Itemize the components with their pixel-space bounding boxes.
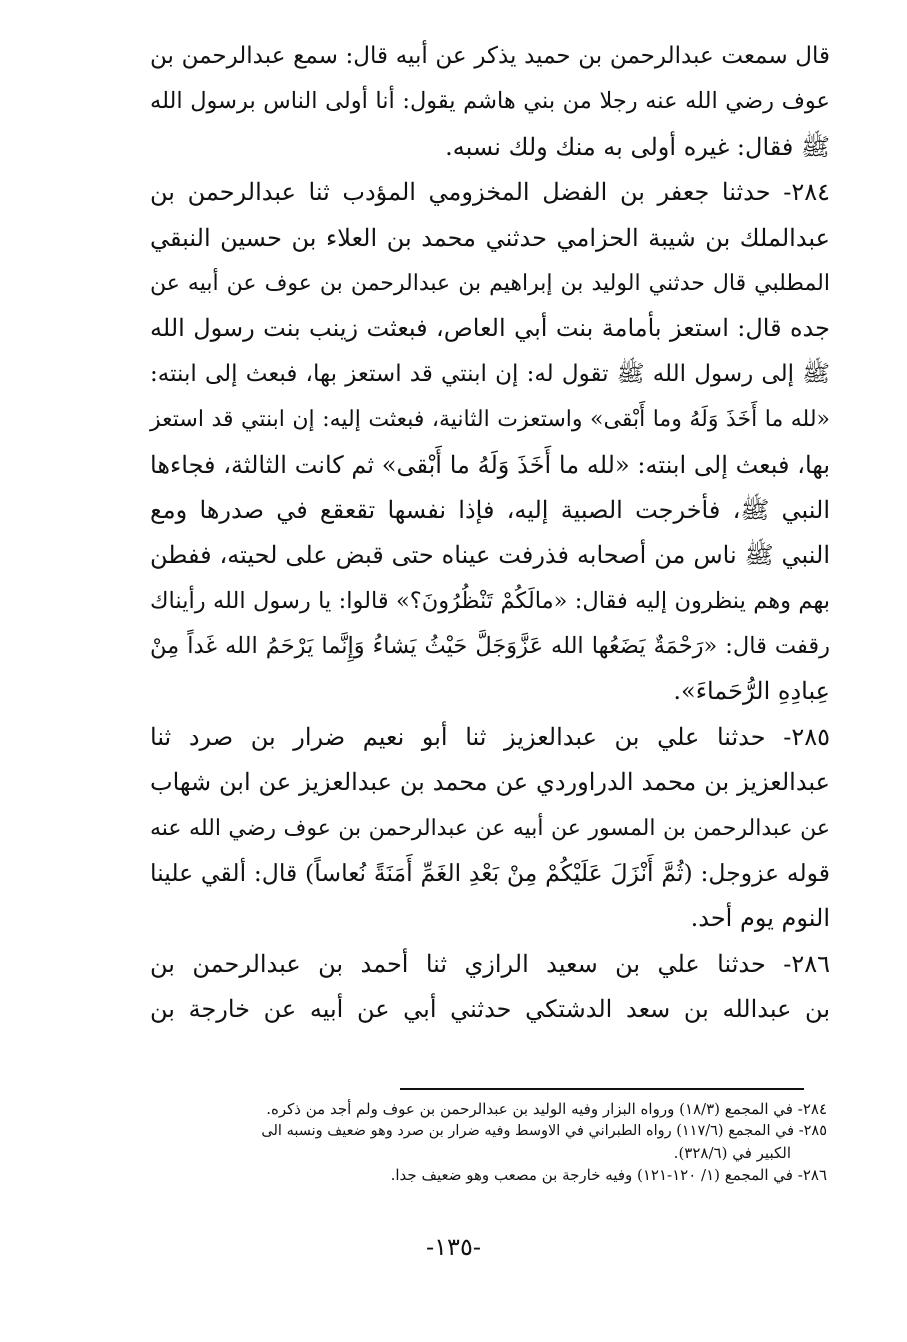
text-line: «لله ما أَخَذَ وَلَهُ وما أَبْقى» واستعزت الثانية، فبعثت إليه: إن ابنتي قد استعز (150, 407, 830, 433)
page-number: -١٣٥- (426, 1233, 481, 1261)
main-text (150, 34, 830, 1033)
text-line: ٢٨٥- حدثنا علي بن عبدالعزيز ثنا أبو نعيم ضرار بن صرد ثنا (150, 722, 830, 751)
footnotes (245, 1098, 827, 1186)
footnote: ٢٨٤- في المجمع (١٨/٣) ورواه البزار وفيه الوليد بن عبدالرحمن بن عوف ولم أجد من ذكره. (266, 1100, 827, 1118)
text-line: قوله عزوجل: (ثُمَّ أَنْزَلَ عَلَيْكُمْ مِنْ بَعْدِ الغَمِّ أَمَنَةً نُعاساً) قال: ألقي علينا (150, 859, 830, 888)
text-line: عن عبدالرحمن بن المسور عن أبيه عن عبدالرحمن بن عوف رضي الله عنه (150, 815, 830, 841)
footnote-continuation: الكبير في (٣٢٨/٦). (673, 1144, 791, 1162)
text-line: بهم وهم ينظرون إليه فقال: «مالَكُمْ تَنْظُرُونَ؟» قالوا: يا رسول الله رأيناك (150, 587, 830, 614)
text-line: جده قال: استعز بأمامة بنت أبي العاص، فبعثت زينب بنت رسول الله (150, 314, 830, 343)
text-line: عبدالعزيز بن محمد الدراوردي عن محمد بن عبدالعزيز عن ابن شهاب (150, 768, 830, 797)
text-line: رقفت قال: «رَحْمَةٌ يَضَعُها الله عَزَّوَجَلَّ حَيْثُ يَشاءُ وَإِنَّما يَرْحَمُ الله غَداً مِنْ (150, 633, 830, 660)
text-line: المطلبي قال حدثني الوليد بن إبراهيم بن عبدالرحمن بن عوف عن أبيه عن (150, 270, 830, 296)
footnote: ٢٨٥- في المجمع (١١٧/٦) رواه الطبراني في الاوسط وفيه ضرار بن صرد وهو ضعيف ونسبه الى (261, 1123, 827, 1139)
text-line: عبدالملك بن شيبة الحزامي حدثني محمد بن العلاء بن حسين النبقي (150, 223, 830, 252)
text-line: ٢٨٤- حدثنا جعفر بن الفضل المخزومي المؤدب ثنا عبدالرحمن بن (150, 178, 830, 207)
text-line: ﷺ إلى رسول الله ﷺ تقول له: إن ابنتي قد استعز بها، فبعث إلى ابنته: (150, 360, 830, 387)
text-line: بها، فبعث إلى ابنته: «لله ما أَخَذَ وَلَهُ ما أَبْقى» ثم كانت الثالثة، فجاءها (150, 450, 830, 479)
text-line: النوم يوم أحد. (690, 904, 830, 933)
text-line: ٢٨٦- حدثنا علي بن سعيد الرازي ثنا أحمد بن عبدالرحمن بن (150, 949, 830, 978)
text-line: بن عبدالله بن سعد الدشتكي حدثني أبي عن أبيه عن خارجة بن (150, 995, 830, 1024)
text-line: عِبادِهِ الرُّحَماءَ». (673, 677, 830, 706)
text-line: النبي ﷺ، فأخرجت الصبية إليه، فإذا نفسها تقعقع في صدرها ومع (150, 495, 830, 524)
footnote: ٢٨٦- في المجمع (١/ ١٢٠-١٢١) وفيه خارجة بن مصعب وهو ضعيف جدا. (390, 1166, 827, 1184)
text-line: ﷺ فقال: غيره أولى به منك ولك نسبه. (445, 132, 830, 161)
footnote-divider (400, 1088, 804, 1090)
text-line: قال سمعت عبدالرحمن بن حميد يذكر عن أبيه قال: سمع عبدالرحمن بن (150, 43, 830, 69)
text-line: عوف رضي الله عنه رجلا من بني هاشم يقول: أنا أولى الناس برسول الله (150, 88, 830, 115)
text-line: النبي ﷺ ناس من أصحابه فذرفت عيناه حتى قبض على لحيته، ففطن (150, 541, 830, 570)
